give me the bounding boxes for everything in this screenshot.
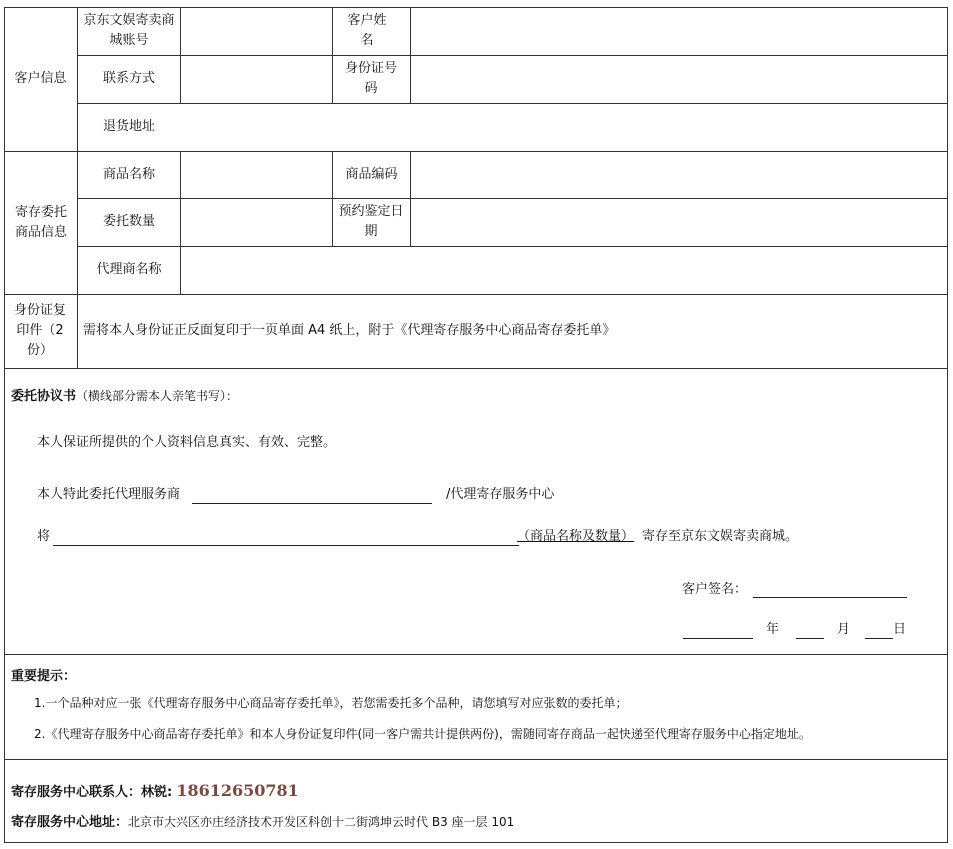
goods-note: （商品名称及数量） xyxy=(517,529,635,544)
return-address-label: 退货地址 xyxy=(102,119,155,134)
agreement-title-note: （横线部分需本人亲笔书写）： xyxy=(76,389,239,403)
agreement-line-2-prefix: 本人特此委托代理服务商 xyxy=(37,487,181,502)
id-number-field[interactable] xyxy=(411,56,946,103)
goods-name-field[interactable] xyxy=(181,152,331,198)
section-divider xyxy=(4,654,948,655)
border-right xyxy=(947,7,948,843)
agreement-line-2-suffix: /代理寄存服务中心 xyxy=(446,487,555,502)
name-label: 客户姓名 xyxy=(347,13,387,48)
contact-field[interactable] xyxy=(181,56,331,103)
section-divider xyxy=(4,759,948,760)
agent-name-label: 代理商名称 xyxy=(96,262,162,277)
id-copy-label: 身份证复印件（2份） xyxy=(13,303,66,358)
agent-name-field[interactable] xyxy=(181,247,946,294)
account-field[interactable] xyxy=(181,8,331,55)
appraisal-date-label: 预约鉴定日期 xyxy=(338,204,404,239)
goods-code-field[interactable] xyxy=(411,152,946,198)
return-address-field[interactable] xyxy=(181,104,946,151)
goods-section-label: 寄存委托商品信息 xyxy=(14,204,67,240)
signature-line[interactable] xyxy=(753,597,907,598)
year-label: 年 xyxy=(766,622,780,637)
name-field[interactable] xyxy=(411,8,946,55)
appraisal-date-field[interactable] xyxy=(411,199,946,246)
month-label: 月 xyxy=(837,622,851,637)
agent-handwrite-line[interactable] xyxy=(192,503,432,504)
col-divider xyxy=(332,7,333,103)
service-phone: 18612650781 xyxy=(176,781,299,800)
quantity-label: 委托数量 xyxy=(102,214,155,229)
section-divider xyxy=(4,294,948,295)
service-contact xyxy=(11,782,299,802)
service-address-label: 寄存服务中心地址： xyxy=(11,815,129,830)
section-divider xyxy=(4,368,948,369)
agreement-title: 委托协议书 xyxy=(11,389,77,404)
service-contact-label: 寄存服务中心联系人：林锐: xyxy=(11,785,173,800)
agreement-line-3-prefix: 将 xyxy=(37,529,51,544)
contact-label: 联系方式 xyxy=(102,71,155,86)
agreement-line-1: 本人保证所提供的个人资料信息真实、有效、完整。 xyxy=(37,435,337,450)
consignment-form xyxy=(4,7,948,843)
goods-name-label: 商品名称 xyxy=(102,166,155,182)
day-line[interactable] xyxy=(865,638,893,639)
goods-handwrite-line[interactable] xyxy=(53,545,519,546)
notice-item-2: 2.《代理寄存服务中心商品寄存委托单》和本人身份证复印件(同一客户需共计提供两份)，需随同寄存商品一起快递至代理寄存服务中心指定地址。 xyxy=(34,727,811,741)
notice-item-1: 1.一个品种对应一张《代理寄存服务中心商品寄存委托单》，若您需委托多个品种，请您填写对应张数的委托单； xyxy=(34,696,628,710)
id-number-label: 身份证号码 xyxy=(344,61,397,96)
agreement-heading xyxy=(11,387,238,406)
service-address-value: 北京市大兴区亦庄经济技术开发区科创十二街鸿坤云时代 B3 座一层 101 xyxy=(128,815,515,829)
signature-label: 客户签名： xyxy=(682,582,748,597)
quantity-field[interactable] xyxy=(181,199,331,246)
year-line[interactable] xyxy=(683,638,753,639)
agreement-line-3-suffix: 寄存至京东文娱寄卖商城。 xyxy=(642,529,799,544)
customer-section-label: 客户信息 xyxy=(14,71,67,86)
notice-title: 重要提示： xyxy=(11,669,77,684)
id-copy-instruction: 需将本人身份证正反面复印于一页单面 A4 纸上，附于《代理寄存服务中心商品寄存委托单》 xyxy=(83,323,616,338)
goods-code-label: 商品编码 xyxy=(345,166,398,182)
day-label: 日 xyxy=(893,622,907,637)
month-line[interactable] xyxy=(796,638,824,639)
border-bottom xyxy=(4,842,948,843)
account-label: 京东文娱寄卖商城账号 xyxy=(83,13,175,48)
service-address xyxy=(11,813,514,832)
